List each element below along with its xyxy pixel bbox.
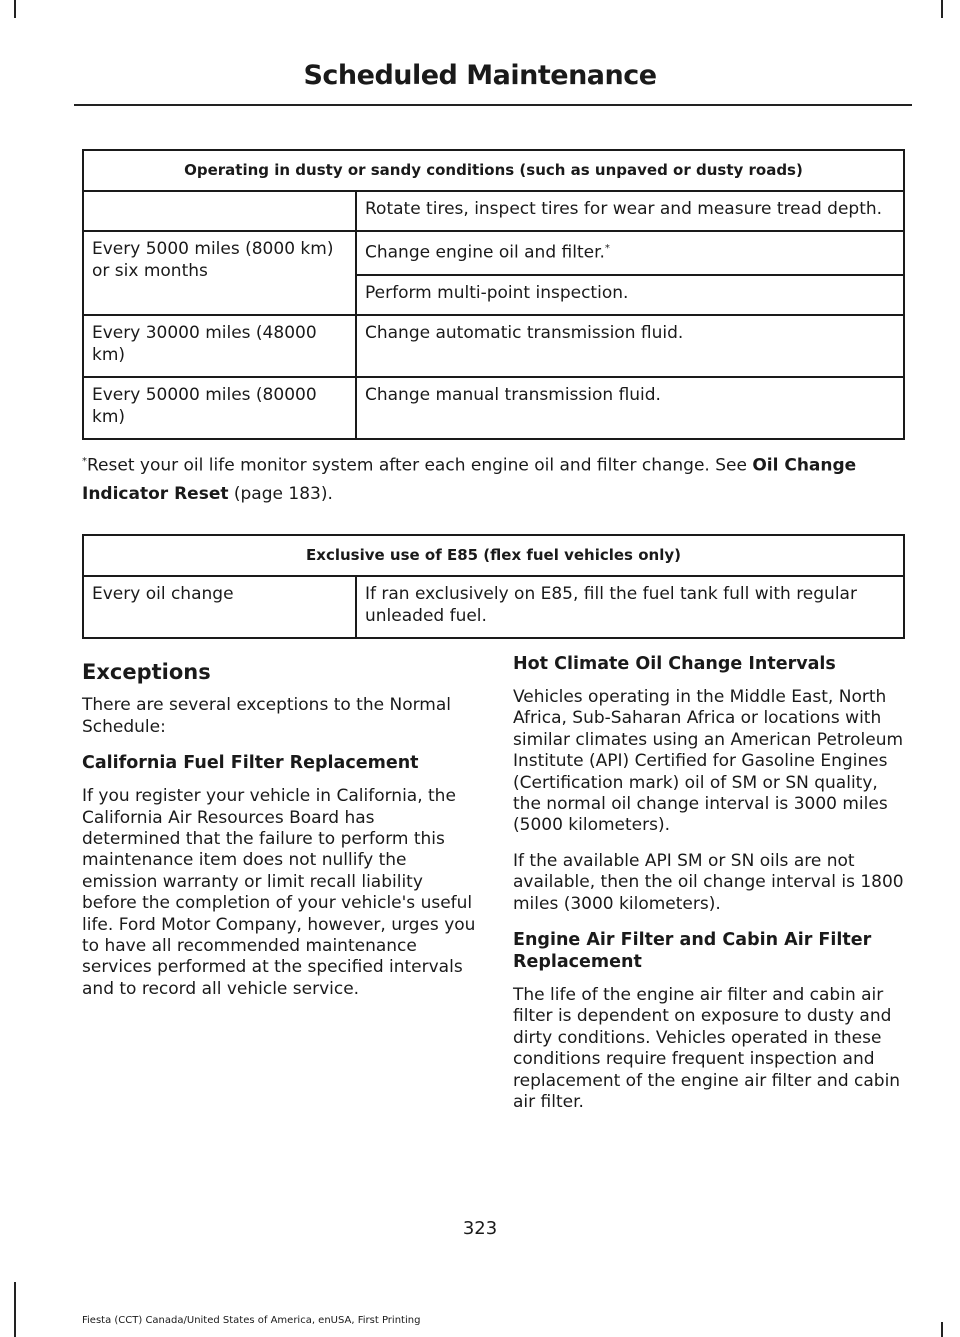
subheading-air-filter: Engine Air Filter and Cabin Air Filter Replacement (513, 930, 872, 973)
crop-mark-bottom-left (14, 1282, 16, 1337)
title-divider (74, 104, 912, 106)
interval-cell: Every 30000 miles (48000 km) (83, 315, 356, 377)
interval-cell: Every 5000 miles (8000 km) or six months (83, 231, 356, 315)
table-heading: Operating in dusty or sandy conditions (such as unpaved or dusty roads) (83, 150, 904, 191)
task-cell: Rotate tires, inspect tires for wear and measure tread depth. (356, 191, 904, 231)
footnote-mark: * (82, 456, 87, 467)
table-row (83, 576, 904, 638)
crop-mark-top-right (941, 0, 943, 18)
table-row (83, 377, 904, 439)
footer-text: Fiesta (CCT) Canada/United States of America, enUSA, First Printing (82, 1315, 421, 1326)
page-title: Scheduled Maintenance (303, 60, 657, 91)
crop-mark-top-left (14, 0, 16, 18)
table-row (83, 315, 904, 377)
interval-cell: Every oil change (83, 576, 356, 638)
section-heading-exceptions: Exceptions (82, 660, 211, 684)
task-cell: Perform multi-point inspection. (356, 275, 904, 315)
right-column (513, 653, 907, 1128)
hot-climate-paragraph-2: If the available API SM or SN oils are not available, then the oil change interval is 1800 miles (3000 kilometers). (513, 850, 904, 914)
task-cell: Change manual transmission fluid. (356, 377, 904, 439)
table-row (83, 191, 904, 231)
task-cell: Change engine oil and filter.* (356, 231, 904, 275)
footnote-mark: * (604, 243, 610, 254)
dusty-conditions-table (82, 149, 905, 440)
california-paragraph: If you register your vehicle in California, the California Air Resources Board has determined that the failure to perform this maintenance item does not nullify the emission warranty or limit recall liability before the completion of your vehicle's useful life. Ford Motor Company, however, urges you to have all recommended maintenance services performed at the specified intervals and to record all vehicle service. (82, 786, 476, 999)
table-footnote: *Reset your oil life monitor system after each engine oil and filter change. See Oil Change Indicator Reset (page 183). (82, 455, 857, 504)
task-cell: If ran exclusively on E85, fill the fuel tank full with regular unleaded fuel. (356, 576, 904, 638)
air-filter-paragraph: The life of the engine air filter and cabin air filter is dependent on exposure to dusty and dirty conditions. Vehicles operated in these conditions require frequent inspection and replacement of the engine air filter and cabin air filter. (513, 985, 901, 1113)
subheading-hot-climate: Hot Climate Oil Change Intervals (513, 654, 836, 674)
subheading-california: California Fuel Filter Replacement (82, 753, 419, 774)
interval-cell (83, 191, 356, 231)
page-number: 323 (462, 1218, 498, 1239)
table-row (83, 231, 904, 275)
table-heading: Exclusive use of E85 (flex fuel vehicles only) (83, 535, 904, 576)
left-column (82, 662, 476, 1014)
hot-climate-paragraph: Vehicles operating in the Middle East, North Africa, Sub-Saharan Africa or locations with similar climates using an American Petroleum Institute (API) Certified for Gasoline Engines (Certification mark) oil of SM or SN quality, the normal oil change interval is 3000 miles (5000 kilometers). (513, 687, 904, 836)
e85-table (82, 534, 905, 639)
task-cell: Change automatic transmission fluid. (356, 315, 904, 377)
interval-cell: Every 50000 miles (80000 km) (83, 377, 356, 439)
oil-change-reset-link[interactable]: Oil Change Indicator Reset (82, 455, 857, 504)
crop-mark-bottom-right (941, 1322, 943, 1337)
exceptions-intro: There are several exceptions to the Normal Schedule: (82, 695, 451, 737)
